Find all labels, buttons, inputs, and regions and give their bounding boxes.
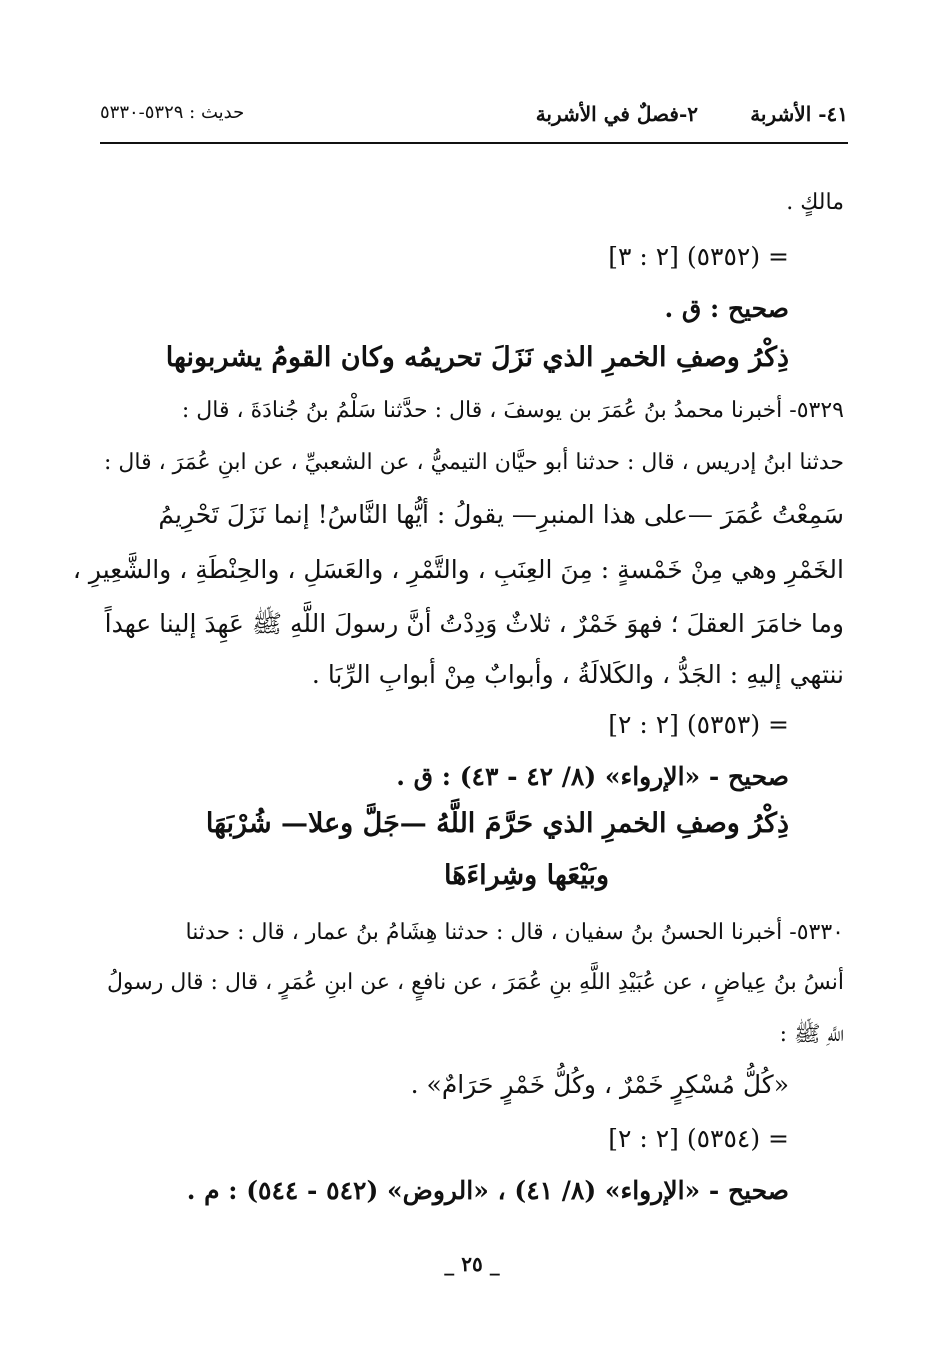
hadith-text: اللَّهِ ﷺ : bbox=[779, 1022, 844, 1047]
prophetic-saying: «كُلُّ مُسْكِرٍ خَمْرٌ ، وكُلُّ خَمْرٍ حَرَامٌ» . bbox=[410, 1070, 789, 1099]
cross-reference: = (٥٣٥٤) [٢ : ٢] bbox=[608, 1124, 789, 1153]
page-number: _ ٢٥ _ bbox=[444, 1252, 500, 1276]
text-line: مالكٍ . bbox=[786, 190, 844, 215]
chapter-heading: ذِكْرُ وصفِ الخمرِ الذي حَرَّمَ اللَّهُ —جَلَّ وعلا— شُرْبَهَا bbox=[205, 808, 789, 839]
cross-reference: = (٥٣٥٣) [٢ : ٢] bbox=[608, 710, 789, 739]
hadith-text: ٥٣٢٩- أخبرنا محمدُ بنُ عُمَرَ بن يوسفَ ، قال : حدَّثنا سَلْمُ بنُ جُنادَةَ ، قال : bbox=[181, 398, 844, 423]
header-rule bbox=[100, 142, 848, 144]
hadith-text: ننتهي إليهِ : الجَدُّ ، والكَلالَةُ ، وأبوابٌ مِنْ أبوابِ الرِّبَا . bbox=[311, 660, 844, 689]
hadith-range: حديث : ٥٣٢٩-٥٣٣٠ bbox=[100, 102, 245, 123]
hadith-text: ٥٣٣٠- أخبرنا الحسنُ بنُ سفيان ، قال : حدثنا هِشَامُ بنُ عمار ، قال : حدثنا bbox=[185, 920, 844, 945]
hadith-text: الخَمْرِ وهي مِنْ خَمْسةٍ : مِنَ العِنَبِ ، والتَّمْرِ ، والعَسَلِ ، والحِنْطَةِ ، والشَّعِيرِ ، bbox=[72, 555, 844, 584]
grading: صحيح - «الإرواء» (٨/ ٤٢ - ٤٣) : ق . bbox=[396, 762, 789, 791]
chapter-title: ٤١- الأشربة bbox=[750, 102, 848, 126]
page-header bbox=[100, 98, 848, 134]
section-title: ٢-فصلٌ في الأشربة bbox=[535, 102, 698, 126]
chapter-heading: وبَيْعَها وشِراءَهَا bbox=[443, 860, 609, 891]
hadith-text: أنسُ بنُ عِياضٍ ، عن عُبَيْدِ اللَّهِ بنِ عُمَرَ ، عن نافعٍ ، عن ابنِ عُمَرٍ ، قال : قال رسولُ bbox=[106, 970, 844, 995]
hadith-text: وما خامَرَ العقلَ ؛ فهوَ خَمْرٌ ، ثلاثٌ وَدِدْتُ أنَّ رسولَ اللَّهِ ﷺ عَهِدَ إلينا عهداً bbox=[104, 609, 844, 638]
hadith-text: سَمِعْتُ عُمَرَ —على هذا المنبرِ— يقولُ : أيُّها النَّاسُ! إنما نَزَلَ تَحْرِيمُ bbox=[158, 500, 844, 529]
cross-reference: = (٥٣٥٢) [٢ : ٣] bbox=[608, 242, 789, 271]
grading: صحيح - «الإرواء» (٨/ ٤١) ، «الروض» (٥٤٢ - ٥٤٤) : م . bbox=[186, 1176, 789, 1205]
grading: صحيح : ق . bbox=[664, 294, 789, 323]
hadith-text: حدثنا ابنُ إدريس ، قال : حدثنا أبو حيَّان التيميُّ ، عن الشعبيِّ ، عن ابنِ عُمَرَ ، قال : bbox=[103, 450, 844, 475]
chapter-heading: ذِكْرُ وصفِ الخمرِ الذي نَزَلَ تحريمُه وكان القومُ يشربونها bbox=[165, 342, 789, 373]
